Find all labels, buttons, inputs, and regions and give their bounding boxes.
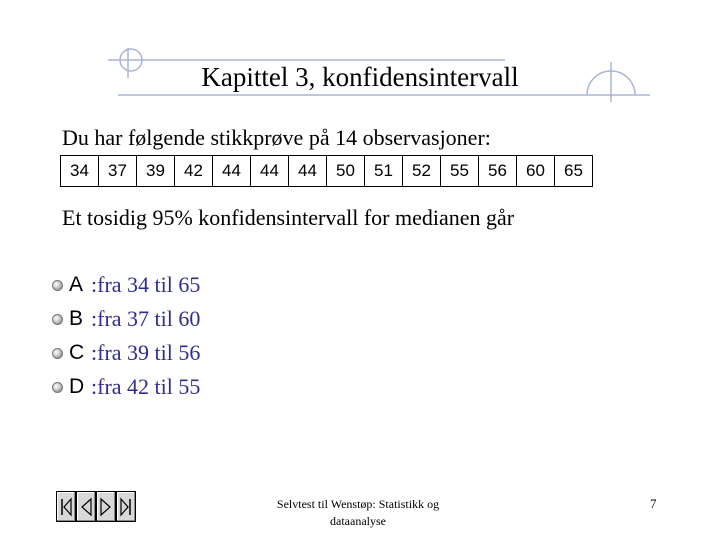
- observation-cell: 44: [289, 156, 327, 187]
- first-slide-icon: [59, 496, 73, 518]
- bullet-icon: [52, 314, 63, 325]
- observation-cell: 37: [99, 156, 137, 187]
- last-slide-button[interactable]: [116, 491, 136, 522]
- observation-cell: 51: [365, 156, 403, 187]
- answer-options: [52, 268, 200, 404]
- option-a[interactable]: [52, 268, 200, 302]
- question-text: Et tosidig 95% konfidensintervall for medianen går: [62, 205, 515, 230]
- option-b[interactable]: [52, 302, 200, 336]
- previous-slide-button[interactable]: [76, 491, 96, 522]
- bullet-icon: [52, 348, 63, 359]
- next-slide-button[interactable]: [96, 491, 116, 522]
- option-letter: D: [69, 375, 85, 398]
- intro-text: Du har følgende stikkprøve på 14 observasjoner:: [62, 125, 491, 150]
- observation-cell: 44: [213, 156, 251, 187]
- page-number: 7: [650, 496, 657, 511]
- option-letter: B: [69, 307, 84, 330]
- bullet-icon: [52, 382, 63, 393]
- option-d[interactable]: [52, 370, 200, 404]
- option-text: :fra 34 til 65: [91, 272, 201, 297]
- observation-cell: 50: [327, 156, 365, 187]
- option-text: :fra 42 til 55: [91, 374, 201, 399]
- observation-cell: 44: [251, 156, 289, 187]
- observation-cell: 65: [555, 156, 593, 187]
- previous-slide-icon: [79, 496, 93, 518]
- option-letter: A: [69, 273, 84, 296]
- observation-cell: 60: [517, 156, 555, 187]
- observation-cell: 34: [61, 156, 99, 187]
- option-letter: C: [69, 341, 85, 364]
- option-c[interactable]: [52, 336, 200, 370]
- observations-row: [61, 156, 593, 187]
- observations-table: [60, 155, 593, 187]
- observation-cell: 56: [479, 156, 517, 187]
- last-slide-icon: [119, 496, 133, 518]
- observation-cell: 52: [403, 156, 441, 187]
- observation-cell: 42: [175, 156, 213, 187]
- option-text: :fra 37 til 60: [91, 306, 201, 331]
- bullet-icon: [52, 280, 63, 291]
- first-slide-button[interactable]: [56, 491, 76, 522]
- slide-navigation: [56, 491, 136, 522]
- observation-cell: 55: [441, 156, 479, 187]
- slide-title: Kapittel 3, konfidensintervall: [201, 62, 519, 92]
- option-text: :fra 39 til 56: [91, 340, 201, 365]
- next-slide-icon: [99, 496, 113, 518]
- observation-cell: 39: [137, 156, 175, 187]
- footer-text: Selvtest til Wenstøp: Statistikk og dataanalyse: [276, 497, 440, 528]
